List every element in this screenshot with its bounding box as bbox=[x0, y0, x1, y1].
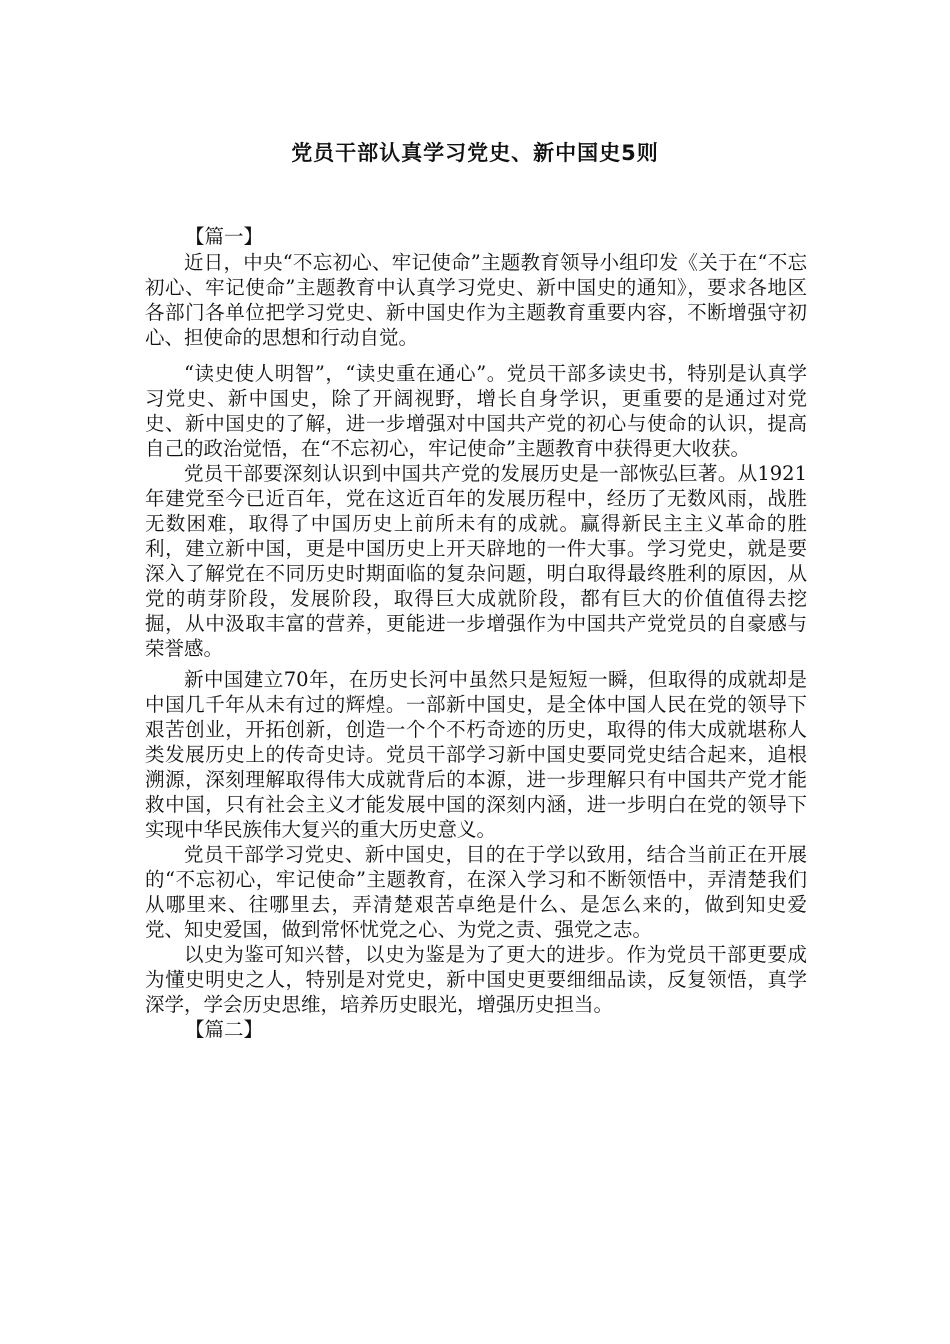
paragraph-3: 党员干部要深刻认识到中国共产党的发展历史是一部恢弘巨著。从1921年建党至今已近百年，党在这近百年的发展历程中，经历了无数风雨，战胜无数困难，取得了中国历史上前所未有的成就。赢得新民主主义革命的胜利，建立新中国，更是中国历史上开天辟地的一件大事。学习党史，就是要深入了解党在不同历史时期面临的复杂问题，明白取得最终胜利的原因，从党的萌芽阶段，发展阶段，取得巨大成就阶段，都有巨大的价值值得去挖掘，从中汲取丰富的营养，更能进一步增强作为中国共产党党员的自豪感与荣誉感。 bbox=[145, 462, 807, 660]
section-header-2: 【篇二】 bbox=[185, 1018, 264, 1041]
paragraph-6: 以史为鉴可知兴替，以史为鉴是为了更大的进步。作为党员干部更要成为懂史明史之人，特别是对党史，新中国史更要细细品读，反复领悟，真学深学，学会历史思维，培养历史眼光，增强历史担当。 bbox=[145, 943, 807, 1016]
paragraph-1: 近日，中央“不忘初心、牢记使命”主题教育领导小组印发《关于在“不忘初心、牢记使命”主题教育中认真学习党史、新中国史的通知》，要求各地区各部门各单位把学习党史、新中国史作为主题教育重要内容，不断增强守初心、担使命的思想和行动自觉。 bbox=[145, 251, 807, 349]
section-header-1: 【篇一】 bbox=[185, 225, 264, 248]
document-body bbox=[145, 224, 807, 1043]
paragraph-5: 党员干部学习党史、新中国史，目的在于学以致用，结合当前正在开展的“不忘初心，牢记使命”主题教育，在深入学习和不断领悟中，弄清楚我们从哪里来、往哪里去，弄清楚艰苦卓绝是什么、是怎么来的，做到知史爱党、知史爱国，做到常怀忧党之心、为党之责、强党之志。 bbox=[145, 843, 807, 941]
paragraph-2: “读史使人明智”，“读史重在通心”。党员干部多读史书，特别是认真学习党史、新中国史，除了开阔视野，增长自身学识，更重要的是通过对党史、新中国史的了解，进一步增强对中国共产党的初心与使命的认识，提高自己的政治觉悟，在“不忘初心，牢记使命”主题教育中获得更大收获。 bbox=[145, 362, 807, 460]
document-title: 党员干部认真学习党史、新中国史5则 bbox=[291, 141, 659, 165]
paragraph-4: 新中国建立70年，在历史长河中虽然只是短短一瞬，但取得的成就却是中国几千年从未有过的辉煌。一部新中国史，是全体中国人民在党的领导下艰苦创业，开拓创新，创造一个个不朽奇迹的历史，取得的伟大成就堪称人类发展历史上的传奇史诗。党员干部学习新中国史要同党史结合起来，追根溯源，深刻理解取得伟大成就背后的本源，进一步理解只有中国共产党才能救中国，只有社会主义才能发展中国的深刻内涵，进一步明白在党的领导下实现中华民族伟大复兴的重大历史意义。 bbox=[145, 668, 807, 841]
